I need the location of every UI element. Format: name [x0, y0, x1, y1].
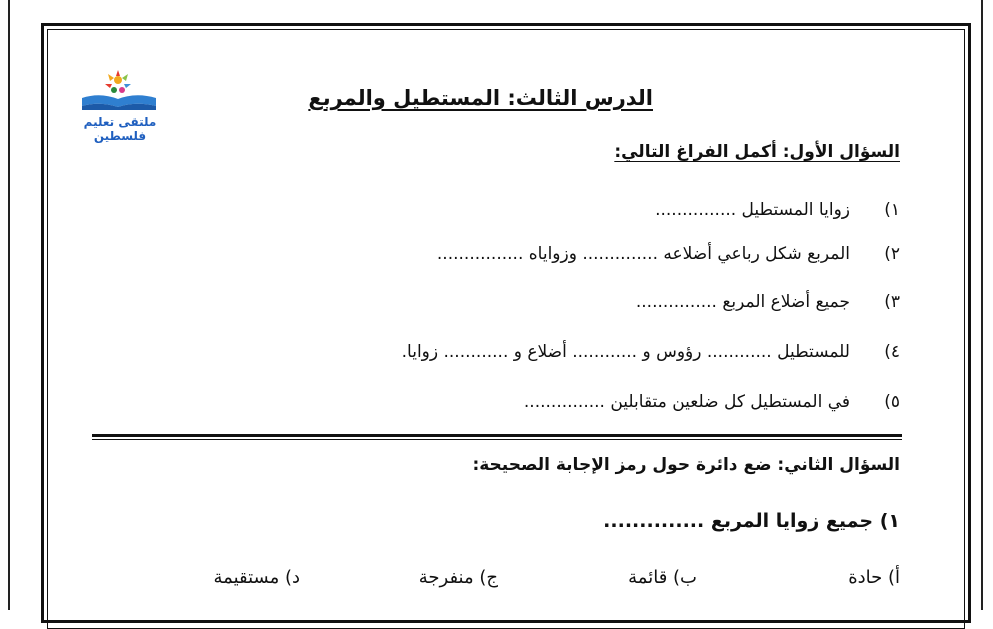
fill-item-1	[655, 200, 900, 220]
question-1-heading: السؤال الأول: أكمل الفراغ التالي:	[614, 142, 900, 162]
option-a: أ) حادة	[848, 567, 900, 588]
school-logo	[60, 66, 180, 143]
option-c: ج) منفرجة	[418, 567, 498, 588]
lesson-title: الدرس الثالث: المستطيل والمربع	[308, 86, 653, 110]
item-number: ١)	[884, 200, 900, 220]
item-text: زوايا المستطيل ...............	[655, 200, 850, 220]
option-b: ب) قائمة	[628, 567, 697, 588]
item-text: في المستطيل كل ضلعين متقابلين ...............	[523, 392, 850, 412]
question-2-heading: السؤال الثاني: ضع دائرة حول رمز الإجابة الصحيحة:	[472, 455, 900, 475]
mc-question-1: ١) جميع زوايا المربع ..............	[603, 510, 900, 532]
fill-item-3	[636, 292, 900, 312]
page-border-inner	[47, 29, 965, 629]
fill-item-4	[402, 342, 900, 362]
item-text: المربع شكل رباعي أضلاعه .............. وزواياه ................	[436, 244, 850, 264]
section-divider-thin	[92, 439, 902, 440]
item-text: للمستطيل ............ رؤوس و ............ أضلاع و ............ زوايا.	[401, 342, 850, 362]
page-edge-right	[981, 0, 983, 610]
option-d: د) مستقيمة	[213, 567, 300, 588]
logo-caption: ملتقى تعليم فلسطين	[83, 115, 157, 143]
item-number: ٢)	[884, 244, 900, 264]
item-text: جميع أضلاع المربع ...............	[635, 292, 850, 312]
fill-item-2	[437, 244, 900, 264]
section-divider	[92, 434, 902, 437]
logo-book-icon	[60, 66, 180, 116]
fill-item-5	[524, 392, 900, 412]
item-number: ٣)	[884, 292, 900, 312]
page-edge-left	[8, 0, 10, 610]
item-number: ٥)	[884, 392, 900, 412]
item-number: ٤)	[884, 342, 900, 362]
